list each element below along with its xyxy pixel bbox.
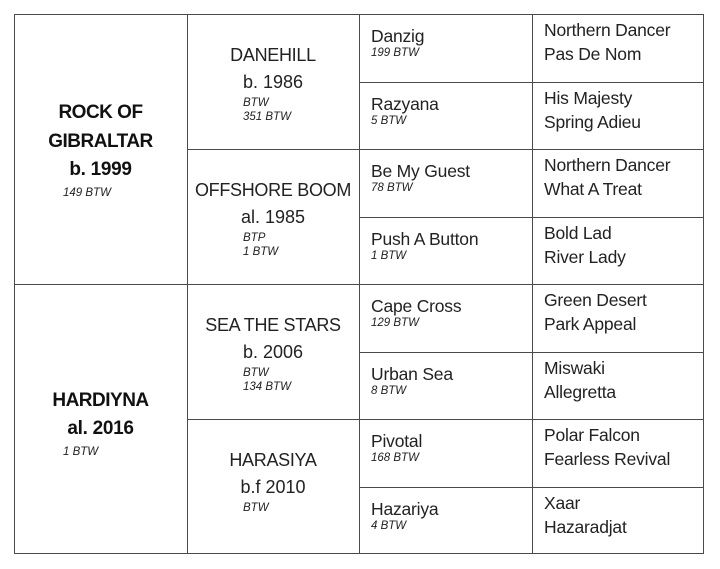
grid-line: [187, 149, 704, 150]
great-grandparent-name: Northern Dancer: [544, 20, 671, 40]
great-grandparent-name: Fearless Revival: [544, 449, 671, 469]
parent-stat: 134 BTW: [243, 381, 291, 393]
horse-name-line: HARDIYNA: [52, 390, 149, 411]
horse-stat: 149 BTW: [63, 187, 111, 199]
horse-born: b. 1999: [69, 159, 132, 180]
pedigree-table: [14, 14, 704, 554]
grandparent-stat: 1 BTW: [371, 249, 407, 262]
great-grandparent-name: Pas De Nom: [544, 44, 642, 64]
grandparent-name: Be My Guest: [371, 161, 470, 181]
great-grandparent-name: Spring Adieu: [544, 111, 641, 132]
grid-line: [359, 217, 704, 218]
great-grandparent-name: Allegretta: [544, 381, 616, 402]
great-grandparent-name: Park Appeal: [544, 314, 637, 334]
great-grandparent-name: River Lady: [544, 246, 626, 267]
horse-name-line: ROCK OF: [58, 102, 143, 123]
grandparent-stat: 5 BTW: [371, 114, 407, 127]
grandparent-name: Razyana: [371, 93, 439, 114]
parent-stat: 1 BTW: [243, 246, 279, 258]
great-grandparent-name: What A Treat: [544, 179, 642, 199]
grid-line: [187, 419, 704, 420]
great-grandparent-name: Northern Dancer: [544, 155, 671, 175]
grandparent-name: Danzig: [371, 26, 425, 46]
great-grandparent-name: Hazaradjat: [544, 516, 627, 537]
grandparent-stat: 199 BTW: [371, 47, 419, 59]
grandparent-stat: 129 BTW: [371, 317, 419, 329]
parent-born: b. 2006: [242, 342, 304, 362]
parent-name: SEA THE STARS: [205, 315, 341, 335]
great-grandparent-name: Xaar: [544, 492, 581, 513]
parent-stat: BTW: [243, 502, 269, 514]
great-grandparent-name: Polar Falcon: [544, 425, 640, 445]
grid-line: [14, 284, 704, 285]
grandparent-stat: 78 BTW: [371, 182, 413, 194]
grid-line: [359, 352, 704, 353]
parent-stat: 351 BTW: [243, 111, 291, 123]
parent-stat: BTW: [243, 367, 269, 379]
grandparent-name: Urban Sea: [371, 363, 453, 384]
grandparent-stat: 8 BTW: [371, 384, 407, 397]
great-grandparent-name: Green Desert: [544, 290, 647, 310]
grandparent-stat: 168 BTW: [371, 452, 419, 464]
parent-name: OFFSHORE BOOM: [194, 180, 352, 200]
grandparent-name: Push A Button: [371, 228, 479, 249]
parent-name: HARASIYA: [229, 450, 317, 470]
parent-born: b.f 2010: [240, 477, 306, 497]
horse-name-line: GIBRALTAR: [48, 131, 153, 152]
parent-stat: BTW: [243, 97, 269, 109]
parent-stat: BTP: [243, 232, 266, 244]
parent-born: b. 1986: [242, 72, 304, 92]
grandparent-name: Cape Cross: [371, 296, 462, 316]
parent-born: al. 1985: [240, 207, 306, 227]
horse-stat: 1 BTW: [63, 446, 99, 458]
grid-line: [359, 487, 704, 488]
grandparent-name: Hazariya: [371, 498, 439, 519]
great-grandparent-name: Bold Lad: [544, 222, 612, 243]
grandparent-stat: 4 BTW: [371, 519, 407, 532]
great-grandparent-name: His Majesty: [544, 87, 633, 108]
grandparent-name: Pivotal: [371, 431, 423, 451]
great-grandparent-name: Miswaki: [544, 357, 605, 378]
grid-line: [359, 82, 704, 83]
horse-born: al. 2016: [67, 418, 134, 439]
parent-name: DANEHILL: [230, 45, 316, 65]
